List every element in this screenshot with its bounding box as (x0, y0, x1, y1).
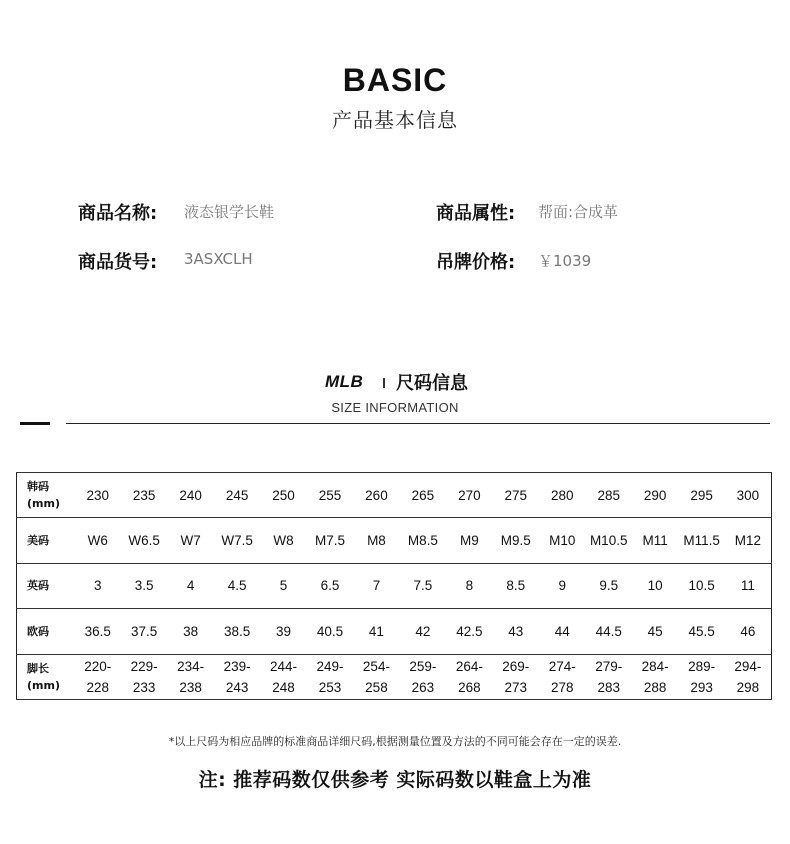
size-section-title: 尺码信息 (396, 373, 468, 394)
table-row (17, 654, 772, 699)
size-cell: 260 (353, 473, 399, 518)
size-cell: 5 (260, 563, 306, 608)
size-cell: 234- 238 (167, 654, 213, 699)
size-cell: 10.5 (678, 563, 724, 608)
size-cell: M12 (725, 518, 772, 563)
mlb-logo: MLB (325, 372, 364, 391)
size-cell: M9 (446, 518, 492, 563)
size-cell: 41 (353, 609, 399, 654)
size-cell: 265 (400, 473, 446, 518)
table-row (17, 563, 772, 608)
size-cell: 40.5 (307, 609, 353, 654)
product-sku-label: 商品货号: (78, 252, 158, 273)
size-cell: 280 (539, 473, 585, 518)
size-cell: 220- 228 (75, 654, 121, 699)
size-table (16, 472, 772, 700)
size-section-subtitle: SIZE INFORMATION (331, 400, 459, 415)
size-cell: 7.5 (400, 563, 446, 608)
size-cell: 285 (585, 473, 631, 518)
size-table-body (17, 473, 772, 700)
size-cell: M10.5 (585, 518, 631, 563)
size-cell: 9.5 (585, 563, 631, 608)
size-cell: 255 (307, 473, 353, 518)
size-cell: 11 (725, 563, 772, 608)
section-rule (66, 423, 770, 424)
table-row (17, 609, 772, 654)
size-cell: 44 (539, 609, 585, 654)
size-cell: 42 (400, 609, 446, 654)
product-attr-label: 商品属性: (436, 203, 516, 224)
size-disclaimer: *以上尺码为相应品牌的标准商品详细尺码,根据测量位置及方法的不同可能会存在一定的误差. (168, 735, 622, 748)
size-cell: 4 (167, 563, 213, 608)
size-cell: 3.5 (121, 563, 167, 608)
size-cell: 8.5 (493, 563, 539, 608)
size-cell: 43 (493, 609, 539, 654)
size-cell: 38 (167, 609, 213, 654)
size-cell: 249- 253 (307, 654, 353, 699)
size-cell: 44.5 (585, 609, 631, 654)
size-cell: W8 (260, 518, 306, 563)
size-cell: 264- 268 (446, 654, 492, 699)
row-header-line: 英码 (27, 579, 49, 593)
size-cell: 4.5 (214, 563, 260, 608)
size-cell: 37.5 (121, 609, 167, 654)
size-cell: 39 (260, 609, 306, 654)
page-subtitle: 产品基本信息 (332, 108, 458, 132)
size-cell: 254- 258 (353, 654, 399, 699)
product-price-label: 吊牌价格: (436, 252, 516, 273)
size-cell: 36.5 (75, 609, 121, 654)
size-cell: W7.5 (214, 518, 260, 563)
size-cell: 9 (539, 563, 585, 608)
size-cell: 245 (214, 473, 260, 518)
size-cell: M8 (353, 518, 399, 563)
row-header (17, 654, 75, 699)
size-cell: 240 (167, 473, 213, 518)
size-cell: 279- 283 (585, 654, 631, 699)
product-attr-value: 帮面:合成革 (538, 203, 619, 221)
section-rule-accent (20, 422, 50, 425)
heading-divider (383, 378, 385, 388)
size-cell: M8.5 (400, 518, 446, 563)
size-cell: M11.5 (678, 518, 724, 563)
size-cell: 269- 273 (493, 654, 539, 699)
size-cell: 250 (260, 473, 306, 518)
row-header (17, 518, 75, 563)
product-sku-value: 3ASXCLH (184, 250, 253, 268)
row-header-line: 美码 (27, 534, 49, 548)
size-cell: 46 (725, 609, 772, 654)
size-cell: 230 (75, 473, 121, 518)
row-header-line: 脚长 (27, 661, 49, 675)
size-cell: 235 (121, 473, 167, 518)
size-cell: M11 (632, 518, 678, 563)
size-cell: 274- 278 (539, 654, 585, 699)
product-price-value: ￥1039 (538, 252, 592, 270)
size-cell: 10 (632, 563, 678, 608)
page-title: BASIC (342, 62, 448, 98)
table-row (17, 473, 772, 518)
size-cell: 38.5 (214, 609, 260, 654)
size-cell: 6.5 (307, 563, 353, 608)
size-cell: 259- 263 (400, 654, 446, 699)
table-row (17, 518, 772, 563)
row-header-line: 韩码 (27, 480, 49, 494)
row-header-line: 欧码 (27, 624, 49, 638)
size-cell: 8 (446, 563, 492, 608)
size-cell: 239- 243 (214, 654, 260, 699)
product-name-value: 液态银学长鞋 (184, 203, 275, 221)
size-cell: 284- 288 (632, 654, 678, 699)
size-cell: 244- 248 (260, 654, 306, 699)
row-header (17, 473, 75, 518)
size-cell: 3 (75, 563, 121, 608)
size-cell: W6 (75, 518, 121, 563)
size-cell: M9.5 (493, 518, 539, 563)
size-cell: 295 (678, 473, 724, 518)
row-header-line: (mm) (27, 678, 60, 692)
size-cell: 289- 293 (678, 654, 724, 699)
size-cell: M10 (539, 518, 585, 563)
size-cell: W7 (167, 518, 213, 563)
size-recommendation-note: 注: 推荐码数仅供参考 实际码数以鞋盒上为准 (198, 769, 592, 791)
size-cell: 45.5 (678, 609, 724, 654)
size-cell: 45 (632, 609, 678, 654)
size-cell: 229- 233 (121, 654, 167, 699)
size-cell: W6.5 (121, 518, 167, 563)
size-cell: 275 (493, 473, 539, 518)
size-cell: 7 (353, 563, 399, 608)
size-cell: 300 (725, 473, 772, 518)
row-header (17, 563, 75, 608)
size-cell: M7.5 (307, 518, 353, 563)
size-cell: 290 (632, 473, 678, 518)
row-header (17, 609, 75, 654)
size-cell: 42.5 (446, 609, 492, 654)
product-name-label: 商品名称: (78, 203, 158, 224)
size-cell: 270 (446, 473, 492, 518)
size-cell: 294- 298 (725, 654, 772, 699)
row-header-line: (mm) (27, 497, 60, 511)
